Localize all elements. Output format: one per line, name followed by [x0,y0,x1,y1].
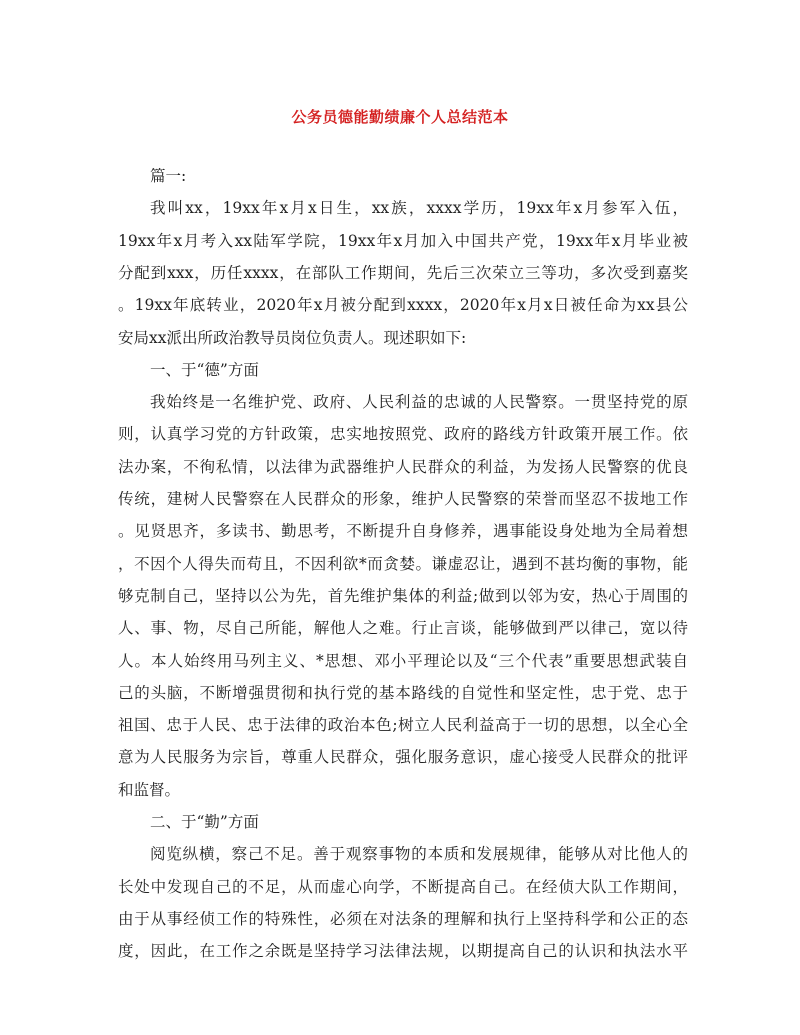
body-text-line: 和监督。 [118,781,181,799]
document-title: 公务员德能勤绩廉个人总结范本 [291,108,509,126]
body-text-line: 二、于“勤”方面 [150,813,259,831]
body-text-line: 分配到xxx，历任xxxx，在部队工作期间，先后三次荣立三等功，多次受到嘉奖 [118,264,688,282]
body-text-line: 则，认真学习党的方针政策，忠实地按照党、政府的路线方针政策开展工作。依 [118,425,688,443]
body-text-line: 阅览纵横，察己不足。善于观察事物的本质和发展规律，能够从对比他人的 [150,845,688,863]
body-text-line: 度，因此，在工作之余既是坚持学习法律法规，以期提高自己的认识和执法水平 [118,942,688,960]
body-text-line: 法办案，不徇私情，以法律为武器维护人民群众的利益，为发扬人民警察的优良 [118,458,688,476]
body-text-line: 传统，建树人民警察在人民群众的形象，维护人民警察的荣誉而坚忍不拔地工作 [118,490,688,508]
body-text-line: 。19xx年底转业，2020年x月被分配到xxxx，2020年x月x日被任命为xx县公 [118,296,688,314]
body-text-line: 人、事、物，尽自己所能，解他人之难。行止言谈，能够做到严以律己，宽以待 [118,619,688,637]
body-text-line: 。见贤思齐，多读书、勤思考，不断提升自身修养，遇事能设身处地为全局着想 [118,522,688,540]
body-text-line: 人。本人始终用马列主义、*思想、邓小平理论以及“三个代表”重要思想武装自 [118,652,688,670]
body-text-line: 我叫xx，19xx年x月x日生，xx族，xxxx学历，19xx年x月参军入伍， [150,199,688,217]
body-text-line: 由于从事经侦工作的特殊性，必须在对法条的理解和执行上坚持科学和公正的态 [118,910,688,928]
body-text-line: 安局xx派出所政治教导员岗位负责人。现述职如下: [118,329,467,347]
body-text-line: 己的头脑，不断增强贯彻和执行党的基本路线的自觉性和坚定性，忠于党、忠于 [118,684,688,702]
body-text-line: 篇一: [150,167,187,185]
body-text-line: 够克制自己，坚持以公为先，首先维护集体的利益;做到以邻为安，热心于周围的 [118,587,688,605]
body-text-line: ，不因个人得失而苟且，不因利欲*而贪婪。谦虚忍让，遇到不甚均衡的事物，能 [118,555,688,573]
body-text-line: 我始终是一名维护党、政府、人民利益的忠诚的人民警察。一贯坚持党的原 [150,393,688,411]
body-text-line: 19xx年x月考入xx陆军学院，19xx年x月加入中国共产党，19xx年x月毕业被 [118,232,688,250]
body-text-line: 意为人民服务为宗旨，尊重人民群众，强化服务意识，虚心接受人民群众的批评 [118,748,688,766]
body-text-line: 祖国、忠于人民、忠于法律的政治本色;树立人民利益高于一切的思想，以全心全 [118,716,688,734]
body-text-line: 长处中发现自己的不足，从而虚心向学，不断提高自己。在经侦大队工作期间， [118,878,688,896]
body-text-line: 一、于“德”方面 [150,361,259,379]
